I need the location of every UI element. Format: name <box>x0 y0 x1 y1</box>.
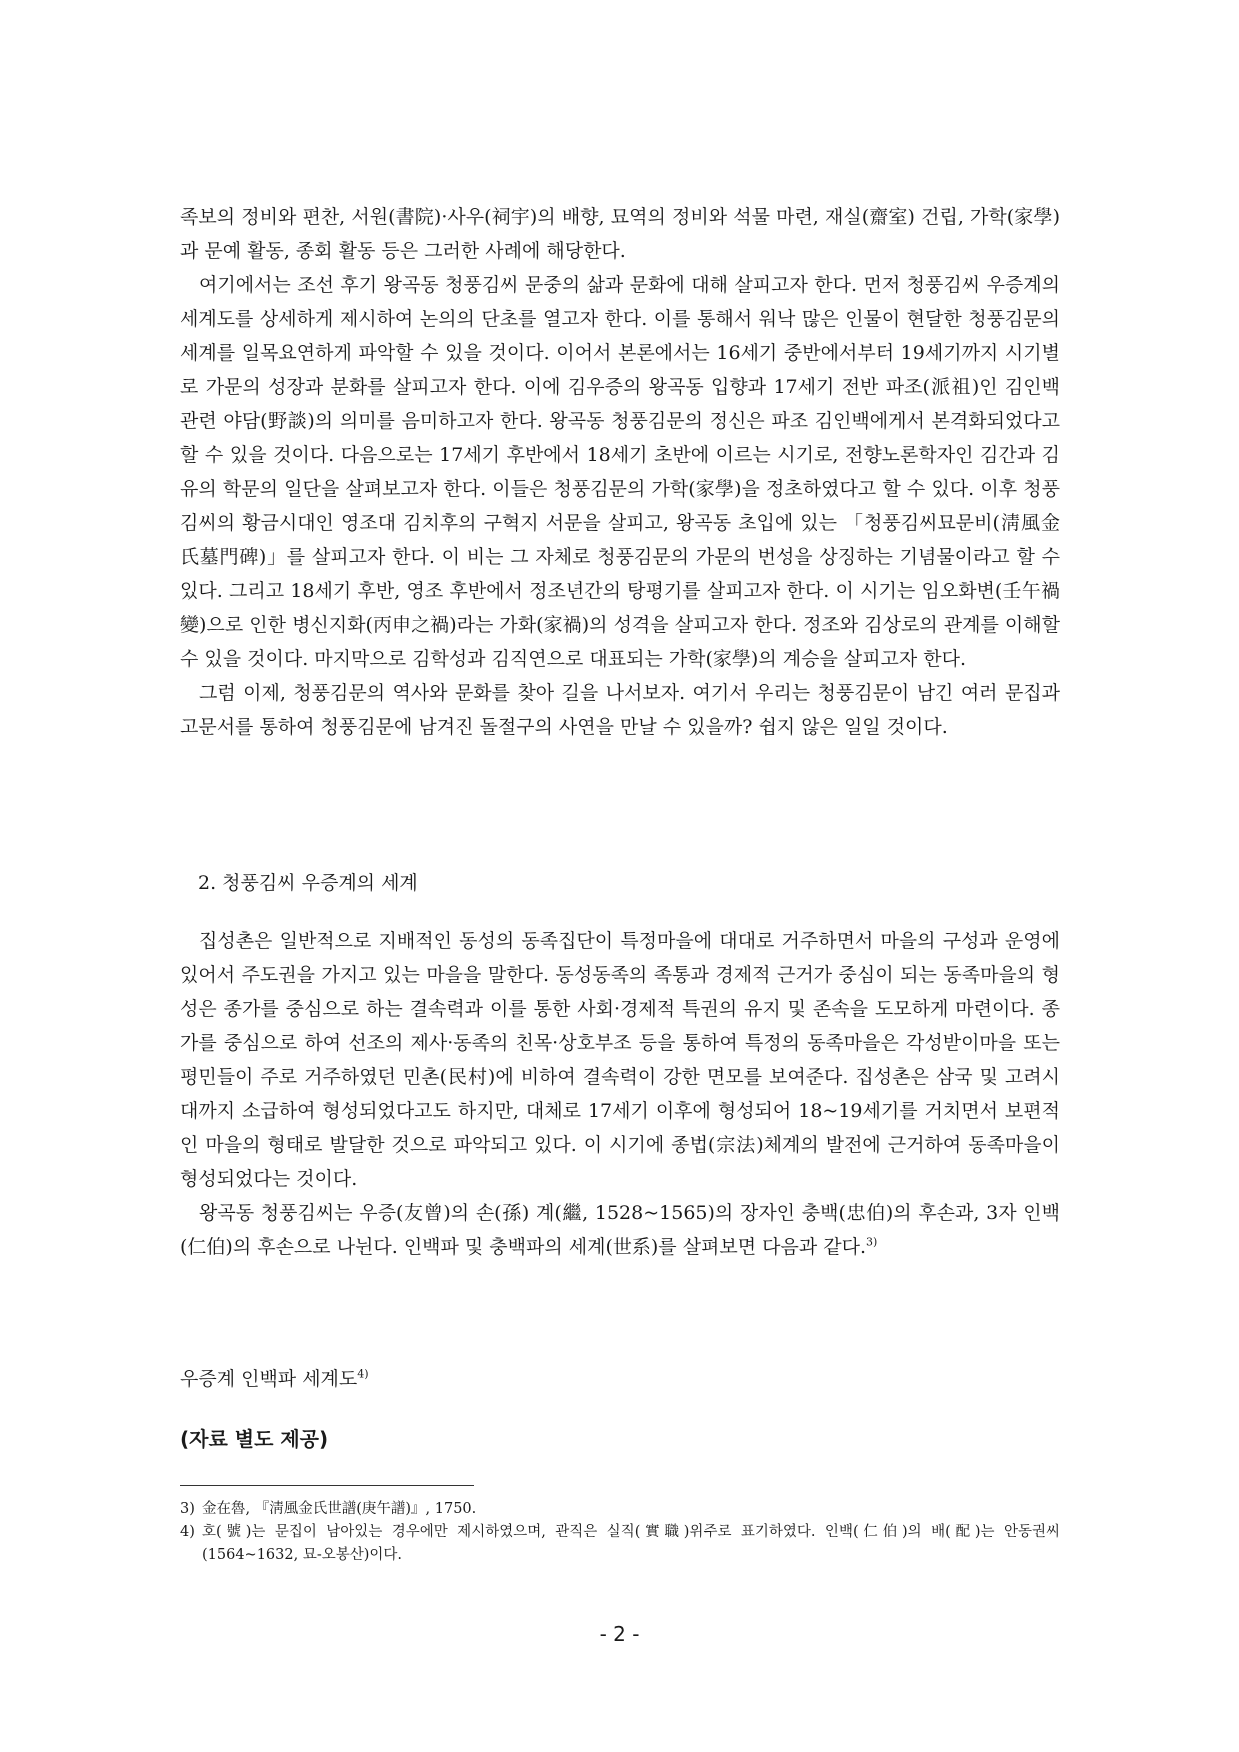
footnote-4 <box>180 1521 1060 1567</box>
footnote-number: 4) <box>180 1524 195 1540</box>
figure-caption-text: 우증계 인백파 세계도 <box>180 1368 358 1390</box>
footnote-3 <box>180 1498 1060 1521</box>
paragraph-1: 족보의 정비와 편찬, 서원(書院)·사우(祠宇)의 배향, 묘역의 정비와 석물 마련, 재실(齋室) 건립, 가학(家學)과 문예 활동, 종회 활동 등은 그러한 사례에 해당한다. <box>180 206 1060 262</box>
footnote-ref-3[interactable]: 3) <box>866 1235 878 1249</box>
footnote-divider <box>180 1485 474 1486</box>
footnote-text: 호(號)는 문집이 남아있는 경우에만 제시하였으며, 관직은 실직(實職)위주로 표기하였다. 인백(仁伯)의 배(配)는 안동권씨(1564~1632, 묘-오봉산)이다. <box>202 1524 1060 1563</box>
paragraph-5-text: 왕곡동 청풍김씨는 우증(友曾)의 손(孫) 계(繼, 1528~1565)의 장자인 충백(忠伯)의 후손과, 3자 인백(仁伯)의 후손으로 나뉜다. 인백파 및 충백파의 세계(世系)를 살펴보면 다음과 같다. <box>180 1202 1060 1258</box>
footnote-text: 金在魯, 『淸風金氏世譜(庚午譜)』, 1750. <box>202 1501 477 1517</box>
paragraph-4: 집성촌은 일반적으로 지배적인 동성의 동족집단이 특정마을에 대대로 거주하면서 마을의 구성과 운영에 있어서 주도권을 가지고 있는 마을을 말한다. 동성동족의 족통과 경제적 근거가 중심이 되는 동족마을의 형성은 종가를 중심으로 하는 결속력과 이를 통한 사회·경제적 특권의 유지 및 존속을 도모하게 마련이다. 종가를 중심으로 하여 선조의 제사·동족의 친목·상호부조 등을 통하여 특정의 동족마을은 각성받이마을 또는 평민들이 주로 거주하였던 민촌(民村)에 비하여 결속력이 강한 면모를 보여준다. 집성촌은 삼국 및 고려시대까지 소급하여 형성되었다고도 하지만, 대체로 17세기 이후에 형성되어 18~19세기를 거치면서 보편적인 마을의 형태로 발달한 것으로 파악되고 있다. 이 시기에 종법(宗法)체계의 발전에 근거하여 동족마을이 형성되었다는 것이다. <box>180 930 1060 1190</box>
page-number: - 2 - <box>599 1622 640 1646</box>
footnote-ref-4[interactable]: 4) <box>357 1367 369 1381</box>
section-2-body <box>180 924 1060 1264</box>
footnotes <box>180 1498 1060 1567</box>
figure-caption <box>180 1362 369 1396</box>
material-notice: (자료 별도 제공) <box>180 1427 329 1451</box>
intro-section <box>180 200 1060 744</box>
section-heading: 2. 청풍김씨 우증계의 세계 <box>198 872 418 894</box>
footnote-number: 3) <box>180 1501 195 1517</box>
paragraph-5 <box>180 1196 1060 1264</box>
paragraph-3: 그럼 이제, 청풍김문의 역사와 문화를 찾아 길을 나서보자. 여기서 우리는 청풍김문이 남긴 여러 문집과 고문서를 통하여 청풍김문에 남겨진 돌절구의 사연을 만날 수 있을까? 쉽지 않은 일일 것이다. <box>180 682 1060 738</box>
paragraph-2: 여기에서는 조선 후기 왕곡동 청풍김씨 문중의 삶과 문화에 대해 살피고자 한다. 먼저 청풍김씨 우증계의 세계도를 상세하게 제시하여 논의의 단초를 열고자 한다. 이를 통해서 워낙 많은 인물이 현달한 청풍김문의 세계를 일목요연하게 파악할 수 있을 것이다. 이어서 본론에서는 16세기 중반에서부터 19세기까지 시기별로 가문의 성장과 분화를 살피고자 한다. 이에 김우증의 왕곡동 입향과 17세기 전반 파조(派祖)인 김인백 관련 야담(野談)의 의미를 음미하고자 한다. 왕곡동 청풍김문의 정신은 파조 김인백에게서 본격화되었다고 할 수 있을 것이다. 다음으로는 17세기 후반에서 18세기 초반에 이르는 시기로, 전향노론학자인 김간과 김유의 학문의 일단을 살펴보고자 한다. 이들은 청풍김문의 가학(家學)을 정초하였다고 할 수 있다. 이후 청풍김씨의 황금시대인 영조대 김치후의 구혁지 서문을 살피고, 왕곡동 초입에 있는 「청풍김씨묘문비(淸風金氏墓門碑)」를 살피고자 한다. 이 비는 그 자체로 청풍김문의 가문의 번성을 상징하는 기념물이라고 할 수 있다. 그리고 18세기 후반, 영조 후반에서 정조년간의 탕평기를 살피고자 한다. 이 시기는 임오화변(壬午禍變)으로 인한 병신지화(丙申之禍)라는 가화(家禍)의 성격을 살피고자 한다. 정조와 김상로의 관계를 이해할 수 있을 것이다. 마지막으로 김학성과 김직연으로 대표되는 가학(家學)의 계승을 살피고자 한다. <box>180 274 1060 670</box>
